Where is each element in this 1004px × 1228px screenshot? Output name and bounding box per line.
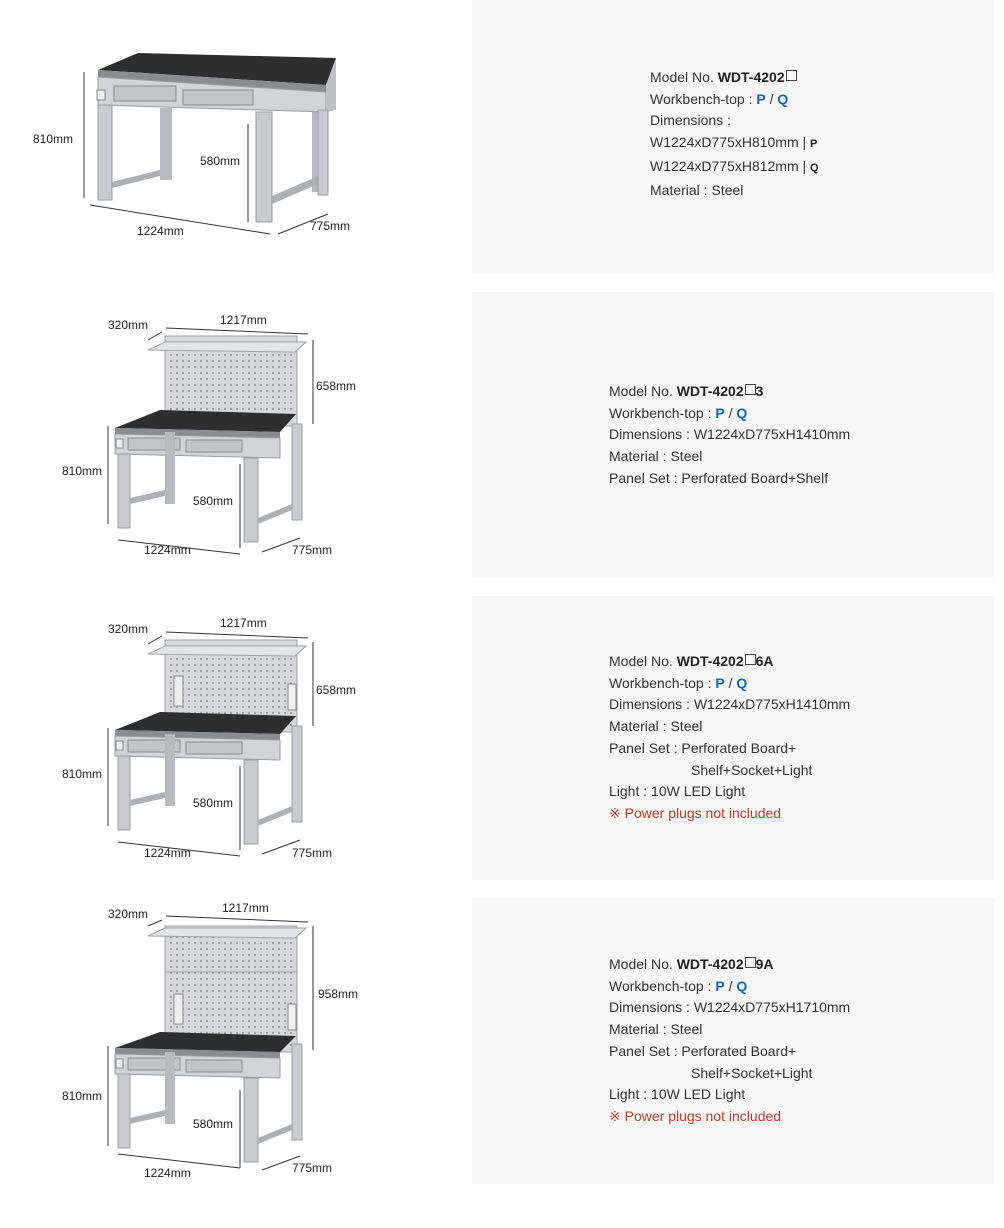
dimensions-label: Dimensions : bbox=[650, 112, 731, 129]
dimensions-q bbox=[650, 156, 819, 180]
product-row-3 bbox=[0, 596, 1004, 880]
material-label: Material : bbox=[609, 1021, 667, 1038]
top-line bbox=[609, 403, 850, 425]
model-line bbox=[650, 67, 819, 89]
dim-leg: 580mm bbox=[193, 796, 234, 810]
dim-shelf-width: 1217mm bbox=[222, 901, 269, 915]
power-plug-note: ※ Power plugs not included bbox=[609, 1107, 782, 1124]
material-line bbox=[650, 180, 819, 202]
top-separator: / bbox=[728, 674, 733, 691]
dim-leg: 580mm bbox=[193, 494, 234, 508]
material-value: Steel bbox=[670, 718, 703, 735]
panel-set-value: Perforated Board+ bbox=[681, 1042, 797, 1059]
light-label: Light : bbox=[609, 1086, 648, 1103]
dimensions-p-tag: P bbox=[810, 138, 818, 151]
material-label: Material : bbox=[650, 181, 708, 198]
material-line bbox=[609, 1019, 850, 1041]
product-row-4 bbox=[0, 898, 1004, 1184]
panel-set-label: Panel Set : bbox=[609, 739, 678, 756]
panel-set-value-cont: Shelf+Socket+Light bbox=[691, 761, 813, 778]
light-value: 10W LED Light bbox=[651, 1086, 746, 1103]
dim-shelf-depth: 320mm bbox=[108, 907, 149, 921]
model-label: Model No. bbox=[650, 69, 714, 85]
dimensions-label: Dimensions : bbox=[609, 426, 690, 443]
dim-shelf-depth: 320mm bbox=[108, 622, 149, 636]
workbench-illustration bbox=[0, 898, 470, 1184]
dimensions-line bbox=[609, 997, 850, 1019]
dimensions-line bbox=[609, 424, 850, 446]
top-separator: / bbox=[728, 977, 733, 994]
dimensions-label: Dimensions : bbox=[609, 696, 690, 713]
panel-set-value: Perforated Board+Shelf bbox=[681, 469, 829, 486]
top-separator: / bbox=[728, 404, 733, 421]
top-label: Workbench-top : bbox=[609, 404, 712, 421]
dim-leg: 580mm bbox=[200, 154, 241, 168]
dim-width: 1224mm bbox=[144, 543, 191, 557]
material-line bbox=[609, 446, 850, 468]
dim-panel-height: 658mm bbox=[316, 379, 357, 393]
light-label: Light : bbox=[609, 783, 648, 800]
dim-height: 810mm bbox=[62, 464, 103, 478]
model-suffix: 3 bbox=[755, 383, 764, 399]
product-row-1 bbox=[0, 0, 1004, 274]
top-line bbox=[650, 89, 819, 111]
dim-panel-height: 658mm bbox=[316, 683, 357, 697]
panel-set-label: Panel Set : bbox=[609, 469, 678, 486]
workbench-drawing bbox=[0, 596, 470, 880]
panel-set-line bbox=[609, 738, 850, 760]
top-separator: / bbox=[769, 90, 774, 107]
dim-panel-height: 958mm bbox=[318, 987, 359, 1001]
model-suffix: 9A bbox=[755, 956, 774, 972]
material-value: Steel bbox=[670, 1021, 703, 1038]
model-number: WDT-4202 bbox=[676, 956, 744, 972]
spec-panel bbox=[472, 292, 994, 578]
model-number: WDT-4202 bbox=[676, 383, 744, 399]
spec-list bbox=[609, 651, 850, 825]
power-plug-note: ※ Power plugs not included bbox=[609, 804, 782, 821]
top-line bbox=[609, 673, 850, 695]
light-line bbox=[609, 1084, 850, 1106]
dim-depth: 775mm bbox=[310, 219, 351, 233]
dim-width: 1224mm bbox=[144, 846, 191, 860]
dim-shelf-width: 1217mm bbox=[220, 616, 267, 630]
dimensions-value: W1224xD775xH1410mm bbox=[693, 696, 851, 713]
dim-height: 810mm bbox=[33, 132, 74, 146]
dimensions-label: Dimensions : bbox=[609, 999, 690, 1016]
workbench-drawing bbox=[0, 0, 470, 274]
dim-shelf-depth: 320mm bbox=[108, 318, 149, 332]
top-option-p: P bbox=[715, 404, 725, 421]
model-line bbox=[609, 651, 850, 673]
workbench-illustration bbox=[0, 292, 470, 578]
workbench-illustration bbox=[0, 596, 470, 880]
model-suffix: 6A bbox=[755, 653, 774, 669]
panel-set-label: Panel Set : bbox=[609, 1042, 678, 1059]
variant-box-icon bbox=[745, 957, 756, 968]
spec-panel bbox=[472, 898, 994, 1184]
dim-shelf-width: 1217mm bbox=[220, 313, 267, 327]
material-line bbox=[609, 716, 850, 738]
model-number: WDT-4202 bbox=[676, 653, 744, 669]
panel-set-line bbox=[609, 1041, 850, 1063]
dim-depth: 775mm bbox=[292, 543, 333, 557]
dim-depth: 775mm bbox=[292, 846, 333, 860]
top-label: Workbench-top : bbox=[650, 90, 753, 107]
product-row-2 bbox=[0, 292, 1004, 578]
spec-list bbox=[650, 67, 819, 201]
top-line bbox=[609, 976, 850, 998]
dim-height: 810mm bbox=[62, 1089, 103, 1103]
dimensions-q-value: W1224xD775xH812mm | bbox=[650, 157, 807, 174]
material-value: Steel bbox=[670, 448, 703, 465]
workbench-drawing bbox=[0, 292, 470, 578]
dimensions-value: W1224xD775xH1710mm bbox=[693, 999, 851, 1016]
spec-list bbox=[609, 954, 850, 1128]
dim-width: 1224mm bbox=[137, 224, 184, 238]
model-number: WDT-4202 bbox=[717, 69, 785, 85]
model-label: Model No. bbox=[609, 653, 673, 669]
top-option-q: Q bbox=[777, 90, 789, 107]
top-label: Workbench-top : bbox=[609, 674, 712, 691]
material-label: Material : bbox=[609, 448, 667, 465]
workbench-drawing bbox=[0, 898, 470, 1184]
top-option-p: P bbox=[715, 977, 725, 994]
top-option-p: P bbox=[715, 674, 725, 691]
dim-width: 1224mm bbox=[144, 1166, 191, 1180]
top-option-p: P bbox=[756, 90, 766, 107]
variant-box-icon bbox=[745, 384, 756, 395]
dimensions-value: W1224xD775xH1410mm bbox=[693, 426, 851, 443]
model-line bbox=[609, 381, 850, 403]
dimensions-line bbox=[609, 694, 850, 716]
variant-box-icon bbox=[745, 654, 756, 665]
dimensions-p bbox=[650, 132, 819, 156]
spec-list bbox=[609, 381, 850, 490]
dimensions-p-value: W1224xD775xH810mm | bbox=[650, 134, 807, 151]
panel-set-value: Perforated Board+ bbox=[681, 739, 797, 756]
panel-set-value-cont: Shelf+Socket+Light bbox=[691, 1064, 813, 1081]
variant-box-icon bbox=[786, 70, 797, 81]
dim-leg: 580mm bbox=[193, 1117, 234, 1131]
top-option-q: Q bbox=[736, 404, 748, 421]
dimensions-q-tag: Q bbox=[810, 161, 819, 174]
material-value: Steel bbox=[711, 181, 744, 198]
spec-panel bbox=[472, 0, 994, 274]
light-line bbox=[609, 781, 850, 803]
model-label: Model No. bbox=[609, 956, 673, 972]
light-value: 10W LED Light bbox=[651, 783, 746, 800]
top-option-q: Q bbox=[736, 674, 748, 691]
workbench-illustration bbox=[0, 0, 470, 274]
panel-set-line bbox=[609, 468, 850, 490]
model-label: Model No. bbox=[609, 383, 673, 399]
model-line bbox=[609, 954, 850, 976]
top-option-q: Q bbox=[736, 977, 748, 994]
top-label: Workbench-top : bbox=[609, 977, 712, 994]
material-label: Material : bbox=[609, 718, 667, 735]
dim-height: 810mm bbox=[62, 767, 103, 781]
spec-panel bbox=[472, 596, 994, 880]
dim-depth: 775mm bbox=[292, 1161, 333, 1175]
